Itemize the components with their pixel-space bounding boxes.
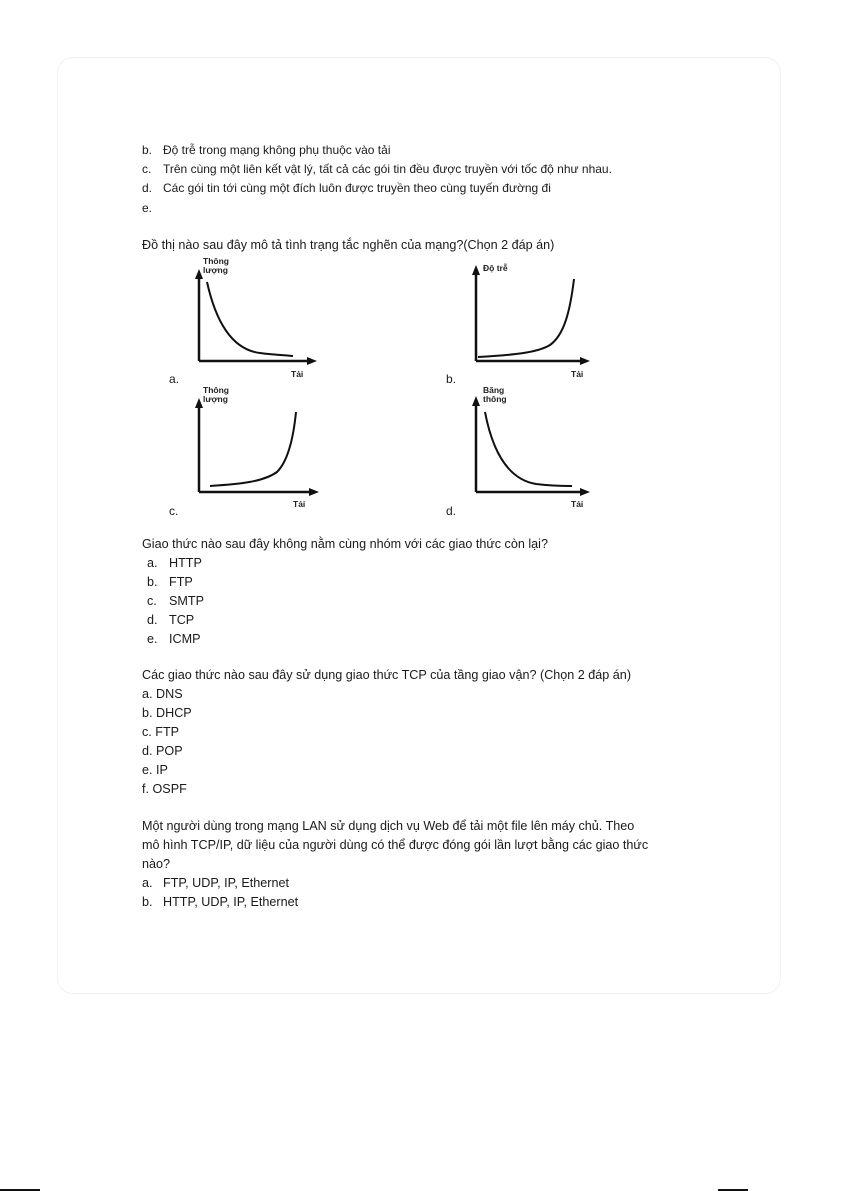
tcp-option-a: a. DNS	[142, 687, 183, 701]
tcp-option-b: b. DHCP	[142, 706, 192, 720]
graph-question: Đồ thị nào sau đây mô tả tình trạng tắc nghẽn của mạng?(Chọn 2 đáp án)	[142, 238, 555, 252]
option-b: b. Độ trễ trong mạng không phụ thuộc vào tải	[142, 143, 391, 157]
graph-c-xlabel: Tải	[293, 499, 306, 509]
tcp-option-f: f. OSPF	[142, 782, 187, 796]
graph-b-ylabel: Độ trễ	[483, 263, 508, 273]
option-c: c. Trên cùng một liên kết vật lý, tất cả các gói tin đều được truyền với tốc độ như nhau.	[142, 162, 612, 176]
graph-b-label: b.	[446, 372, 457, 386]
encap-question-line2: mô hình TCP/IP, dữ liệu của người dùng có thể được đóng gói lần lượt bằng các giao thức	[142, 838, 649, 852]
graph-b-plot	[472, 257, 602, 382]
encap-question-line1: Một người dùng trong mạng LAN sử dụng dịch vụ Web để tải một file lên máy chủ. Theo	[142, 819, 635, 833]
protocol-option-e: e. ICMP	[147, 632, 201, 646]
graph-d-ylabel: Băng thông	[483, 385, 507, 404]
tcp-option-c: c. FTP	[142, 725, 180, 739]
encap-option-b: b. HTTP, UDP, IP, Ethernet	[142, 895, 299, 909]
graph-b-xlabel: Tải	[571, 369, 584, 379]
graph-a-plot	[195, 257, 325, 382]
option-e: e.	[142, 201, 153, 215]
graph-a-label: a.	[169, 372, 180, 386]
option-d: d. Các gói tin tới cùng một đích luôn được truyền theo cùng tuyến đường đi	[142, 181, 551, 195]
graph-d	[472, 384, 602, 509]
graph-b	[472, 257, 602, 382]
tcp-option-d: d. POP	[142, 744, 183, 758]
encap-option-a: a. FTP, UDP, IP, Ethernet	[142, 876, 290, 890]
protocol-option-c: c. SMTP	[147, 594, 204, 608]
graph-d-plot	[472, 384, 602, 509]
tcp-question: Các giao thức nào sau đây sử dụng giao thức TCP của tầng giao vận? (Chọn 2 đáp án)	[142, 668, 632, 682]
graph-d-xlabel: Tải	[571, 499, 584, 509]
protocol-option-a: a. HTTP	[147, 556, 202, 570]
graph-a	[195, 257, 325, 382]
graph-d-label: d.	[446, 504, 457, 518]
encap-question-line3: nào?	[142, 857, 171, 871]
graph-a-ylabel: Thông lượng	[203, 256, 229, 275]
tcp-option-e: e. IP	[142, 763, 168, 777]
page-frame	[57, 57, 781, 994]
protocol-group-question: Giao thức nào sau đây không nằm cùng nhóm với các giao thức còn lại?	[142, 537, 548, 551]
protocol-option-d: d. TCP	[147, 613, 195, 627]
graph-c	[195, 384, 325, 509]
graph-c-plot	[195, 384, 325, 509]
graph-c-label: c.	[169, 504, 179, 518]
graph-a-xlabel: Tải	[291, 369, 304, 379]
protocol-option-b: b. FTP	[147, 575, 193, 589]
graph-c-ylabel: Thông lượng	[203, 385, 229, 404]
